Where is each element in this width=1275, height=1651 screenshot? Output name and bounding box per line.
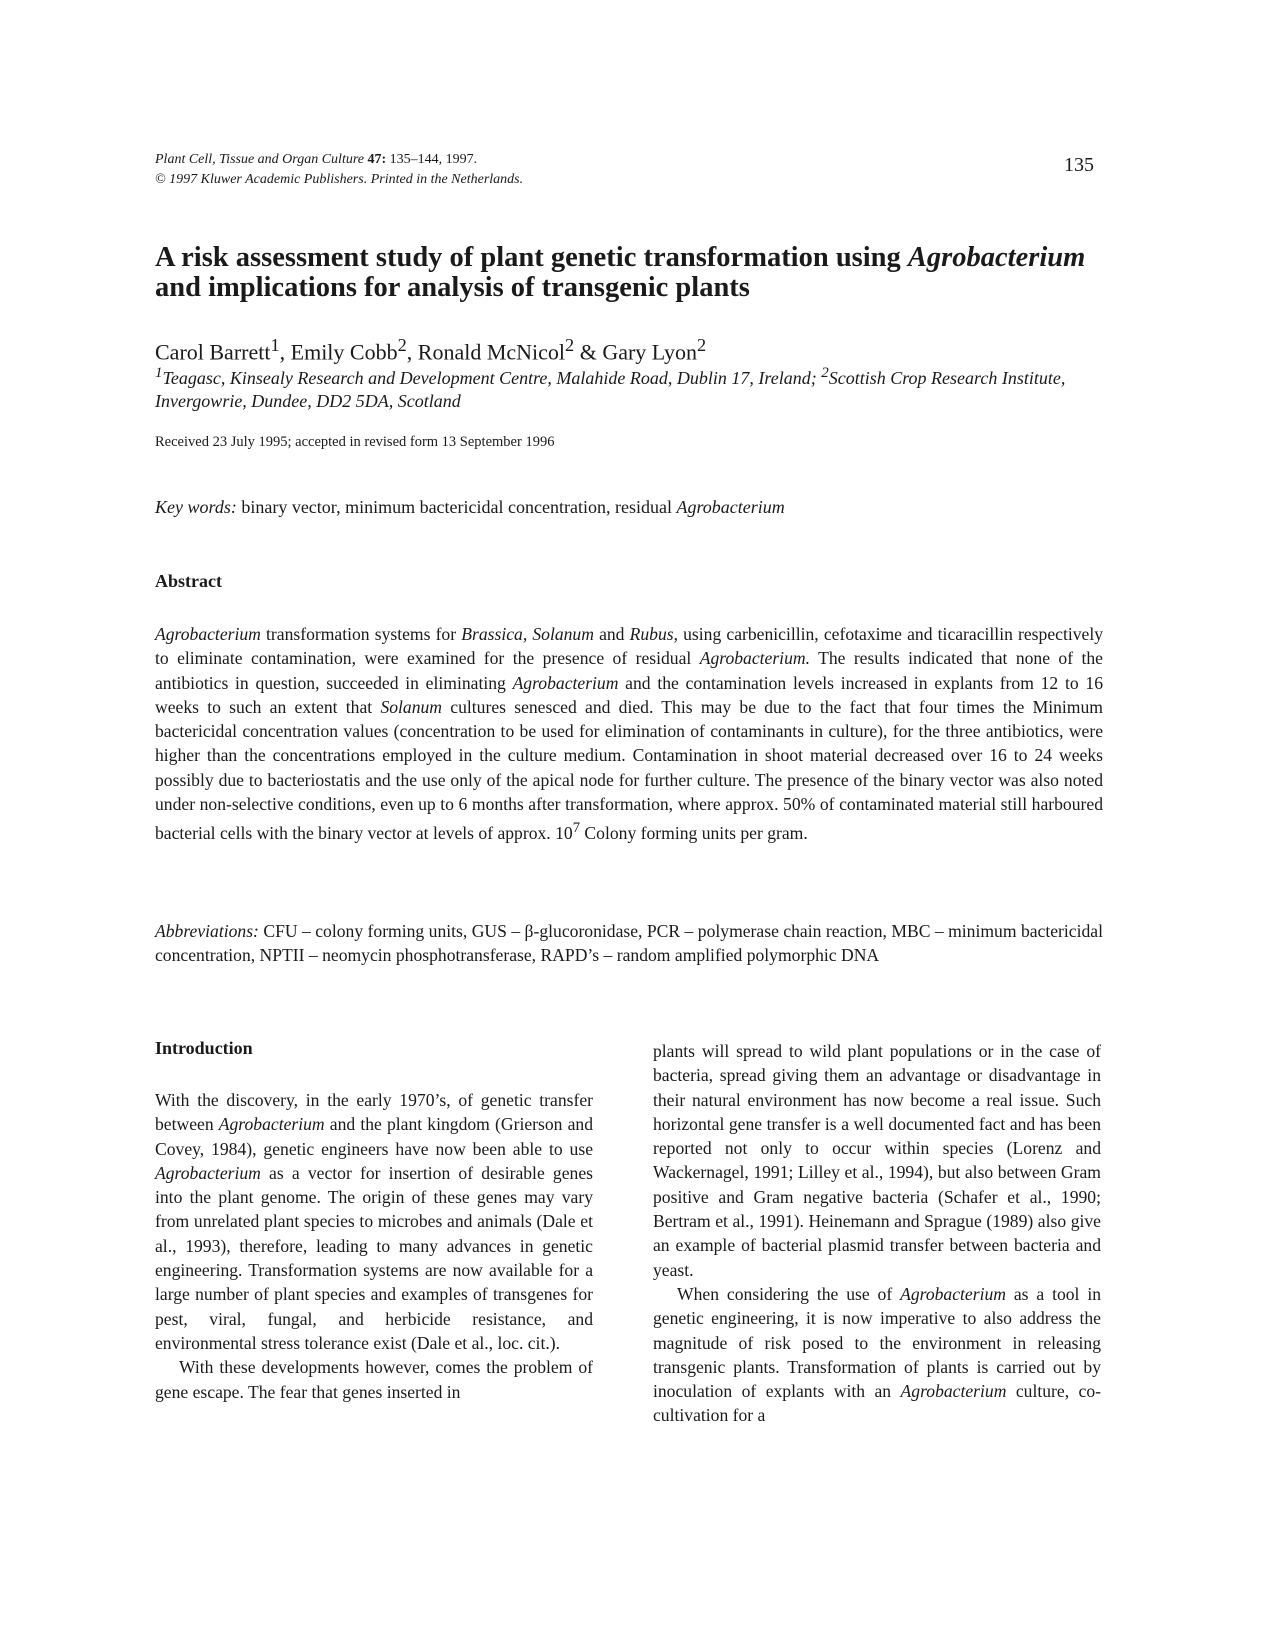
keywords (155, 497, 785, 518)
italic-term: Agrobacterium (512, 672, 619, 693)
title-part1: A risk assessment study of plant genetic transformation using (155, 242, 908, 273)
italic-term: Agrobacterium (900, 1283, 1006, 1304)
journal-pages-year: 135–144, 1997. (389, 152, 478, 167)
italic-term: Agrobacterium. (699, 648, 810, 669)
italic-term: Solanum (380, 696, 443, 717)
author-sup: 2 (565, 335, 575, 355)
text-run: With these developments however, comes the problem of gene escape. The fear that genes inserted in (155, 1357, 593, 1402)
italic-term: Agrobacterium (155, 1162, 261, 1183)
abstract-heading: Abstract (155, 571, 222, 591)
journal-title: Plant Cell, Tissue and Organ Culture (155, 152, 364, 167)
text-run: culture, co-cultivation for a (653, 1381, 1101, 1426)
author-sup: 2 (697, 335, 707, 355)
text-run: and the plant kingdom (Grierson and Covey, 1984), genetic engineers have now been able to use (155, 1114, 593, 1159)
intro-paragraph (653, 1282, 1101, 1428)
page-number: 135 (1064, 154, 1094, 176)
author-sep: , (279, 339, 291, 365)
author-sup: 1 (270, 335, 280, 355)
article-title (155, 243, 1115, 303)
keywords-label: Key words: (155, 497, 237, 517)
author-name: Gary Lyon (602, 339, 698, 365)
copyright-line: © 1997 Kluwer Academic Publishers. Printed in the Netherlands. (155, 172, 524, 187)
received-date: Received 23 July 1995; accepted in revised form 13 September 1996 (155, 434, 555, 450)
abbreviations (155, 919, 1103, 968)
intro-paragraph (155, 1088, 593, 1355)
text-run: and (593, 624, 630, 644)
text-run: plants will spread to wild plant populations or in the case of bacteria, spread giving them an advantage or disadvantage in their natural environment has now become a real issue. Such horizontal gene transfer is a well documented fact and has been reported not only to occur within species (Lorenz and Wackernagel, 1991; Lilley et al., 1994), but also between Gram positive and Gram negative bacteria (Schafer et al., 1990; Bertram et al., 1991). Heinemann and Sprague (1989) also give an example of bacterial plasmid transfer between bacteria and yeast. (653, 1041, 1101, 1280)
introduction-heading: Introduction (155, 1038, 253, 1058)
affiliations (155, 362, 1105, 413)
author-sep: , (406, 339, 418, 365)
intro-paragraph (155, 1355, 593, 1404)
text-run: Colony forming units per gram. (580, 823, 808, 844)
text-run: transformation systems for (260, 624, 462, 644)
affiliation-1: Teagasc, Kinsealy Research and Development Centre, Malahide Road, Dublin 17, Ireland; (162, 368, 822, 388)
superscript: 7 (572, 820, 581, 837)
text-run: , using carbenicillin, cefotaxime and ticaracillin respectively to eliminate contamination, were examined for the presence of residual (155, 624, 1104, 669)
italic-term: Agrobacterium (900, 1381, 1007, 1402)
text-run: When considering the use of (677, 1283, 901, 1304)
title-part2: and implications for analysis of transgenic plants (155, 272, 750, 303)
author-list (155, 332, 706, 365)
affiliation-2: Scottish Crop Research Institute, Invergowrie, Dundee, DD2 5DA, Scotland (155, 368, 1066, 411)
abbreviations-label: Abbreviations: (155, 921, 259, 941)
author-sep: & (574, 339, 603, 365)
text-run: The results indicated that none of the antibiotics in question, succeeded in eliminating (155, 648, 1103, 693)
keywords-italic: Agrobacterium (676, 497, 785, 517)
journal-volume: 47: (367, 152, 387, 167)
affil-sup: 1 (155, 365, 163, 381)
text-run: With the discovery, in the early 1970’s, of genetic transfer between (155, 1090, 593, 1135)
author-name: Ronald McNicol (417, 339, 566, 365)
intro-left-column (155, 1088, 593, 1404)
author-name: Carol Barrett (155, 339, 271, 365)
title-italic: Agrobacterium (907, 242, 1086, 273)
italic-term: Agrobacterium (218, 1114, 325, 1135)
abstract-body (155, 622, 1103, 846)
author-name: Emily Cobb (290, 339, 398, 365)
italic-term: Agrobacterium (155, 624, 261, 644)
italic-term: Brassica, Solanum (461, 624, 594, 644)
intro-right-column (653, 1039, 1101, 1428)
italic-term: Rubus (629, 624, 674, 644)
abbreviations-text: CFU – colony forming units, GUS – β-glucoronidase, PCR – polymerase chain reaction, MBC – minimum bactericidal concentration, NPTII – neomycin phosphotransferase, RAPD’s – random amplified polymorphic DNA (155, 921, 1103, 966)
text-run: as a tool in genetic engineering, it is now imperative to also address the magnitude of risk posed to the environment in releasing transgenic plants. Transformation of plants is carried out by inoculation of explants with an (653, 1283, 1101, 1402)
author-sup: 2 (397, 335, 407, 355)
affil-sup: 2 (821, 365, 829, 381)
intro-paragraph (653, 1039, 1101, 1282)
text-run: and the contamination levels increased in explants from 12 to 16 weeks to such an extent that (155, 672, 1103, 717)
text-run: cultures senesced and died. This may be due to the fact that four times the Minimum bactericidal concentration values (concentration to be used for elimination of contaminants in culture), for the three antibiotics, were higher than the concentrations employed in the culture medium. Contamination in shoot material decreased over 16 to 24 weeks possibly due to bacteriostatis and the use only of the apical node for further culture. The presence of the binary vector was also noted under non-selective conditions, even up to 6 months after transformation, where approx. 50% of contaminated material still harboured bacterial cells with the binary vector at levels of approx. 10 (155, 696, 1103, 844)
keywords-text: binary vector, minimum bactericidal concentration, residual (236, 497, 677, 517)
text-run: as a vector for insertion of desirable genes into the plant genome. The origin of these genes may vary from unrelated plant species to microbes and animals (Dale et al., 1993), therefore, leading to many advances in genetic engineering. Transformation systems are now available for a large number of plant species and examples of transgenes for pest, viral, fungal, and herbicide resistance, and environmental stress tolerance exist (Dale et al., loc. cit.). (155, 1162, 593, 1353)
journal-citation (155, 150, 523, 190)
